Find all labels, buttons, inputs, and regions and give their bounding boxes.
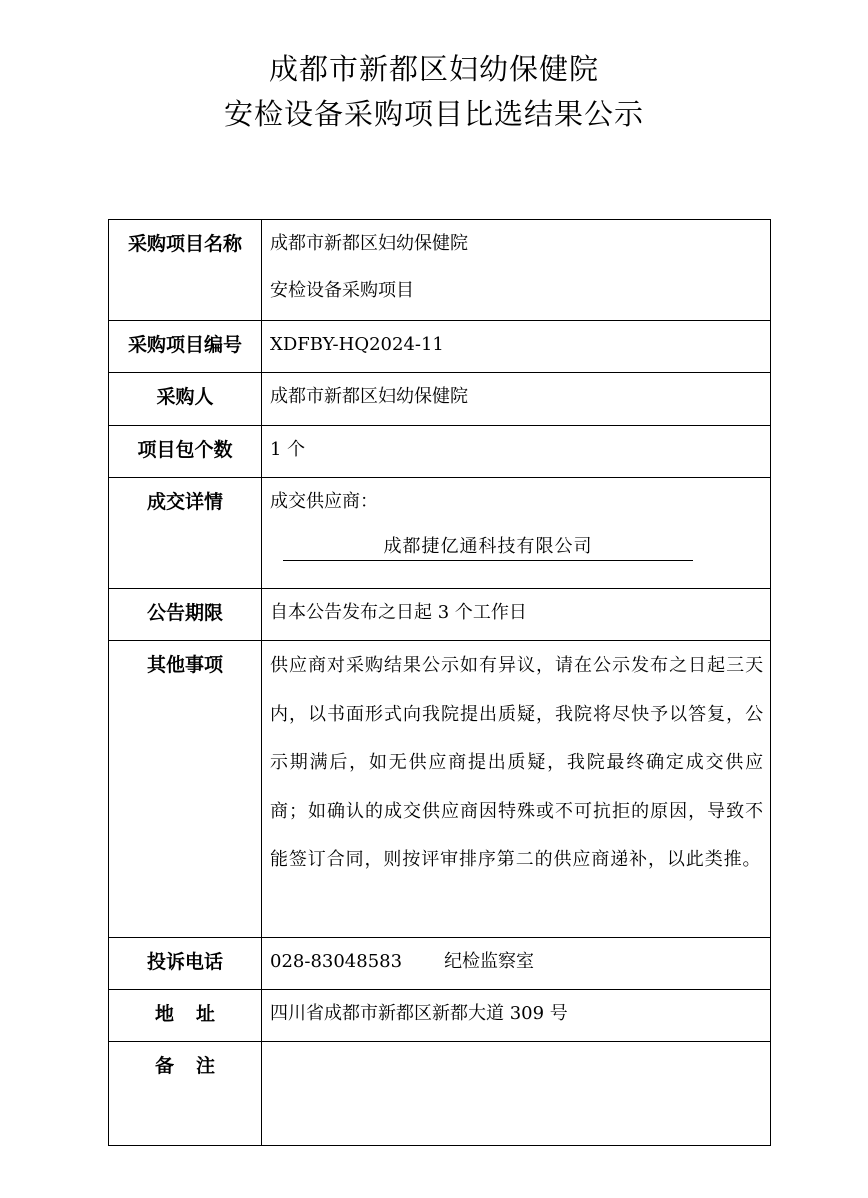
deal-details-label: 成交详情 [109, 478, 262, 589]
other-matters-label: 其他事项 [109, 641, 262, 938]
row-project-number [109, 321, 771, 373]
row-remarks [109, 1042, 771, 1146]
notice-title-line1: 成都市新都区妇幼保健院 [268, 52, 599, 86]
row-address [109, 990, 771, 1042]
complaint-phone-value [262, 938, 771, 990]
project-name-line1: 成都市新都区妇幼保健院 [270, 233, 468, 254]
complaint-phone-label: 投诉电话 [109, 938, 262, 990]
row-complaint-phone [109, 938, 771, 990]
remarks-label: 备注 [109, 1042, 262, 1146]
notice-period-value: 自本公告发布之日起 3 个工作日 [262, 589, 771, 641]
notice-period-label: 公告期限 [109, 589, 262, 641]
project-number-label: 采购项目编号 [109, 321, 262, 373]
project-name-value [262, 220, 771, 321]
deal-intro: 成交供应商： [270, 491, 378, 512]
row-project-name [109, 220, 771, 321]
deal-details-value [262, 478, 771, 589]
project-name-line2: 安检设备采购项目 [270, 280, 414, 302]
package-count-label: 项目包个数 [109, 426, 262, 478]
purchaser-value: 成都市新都区妇幼保健院 [262, 373, 771, 426]
project-number-value: XDFBY-HQ2024-11 [262, 321, 771, 373]
address-value: 四川省成都市新都区新都大道 309 号 [262, 990, 771, 1042]
complaint-department: 纪检监察室 [444, 951, 535, 972]
address-label: 地址 [109, 990, 262, 1042]
project-name-label: 采购项目名称 [109, 220, 262, 321]
complaint-phone-number: 028-83048583 [270, 951, 403, 972]
row-deal-details [109, 478, 771, 589]
row-notice-period [109, 589, 771, 641]
winning-supplier: 成都捷亿通科技有限公司 [283, 534, 693, 561]
row-package-count [109, 426, 771, 478]
row-purchaser [109, 373, 771, 426]
notice-title-line2: 安检设备采购项目比选结果公示 [223, 97, 644, 131]
result-notice-table [108, 219, 771, 1146]
row-other-matters [109, 641, 771, 938]
purchaser-label: 采购人 [109, 373, 262, 426]
remarks-value [262, 1042, 771, 1146]
other-matters-value: 供应商对采购结果公示如有异议，请在公示发布之日起三天内，以书面形式向我院提出质疑，我院将尽快予以答复，公示期满后，如无供应商提出质疑，我院最终确定成交供应商；如确认的成交供应商因特殊或不可抗拒的原因，导致不能签订合同，则按评审排序第二的供应商递补，以此类推。 [262, 641, 771, 938]
package-count-value: 1 个 [262, 426, 771, 478]
